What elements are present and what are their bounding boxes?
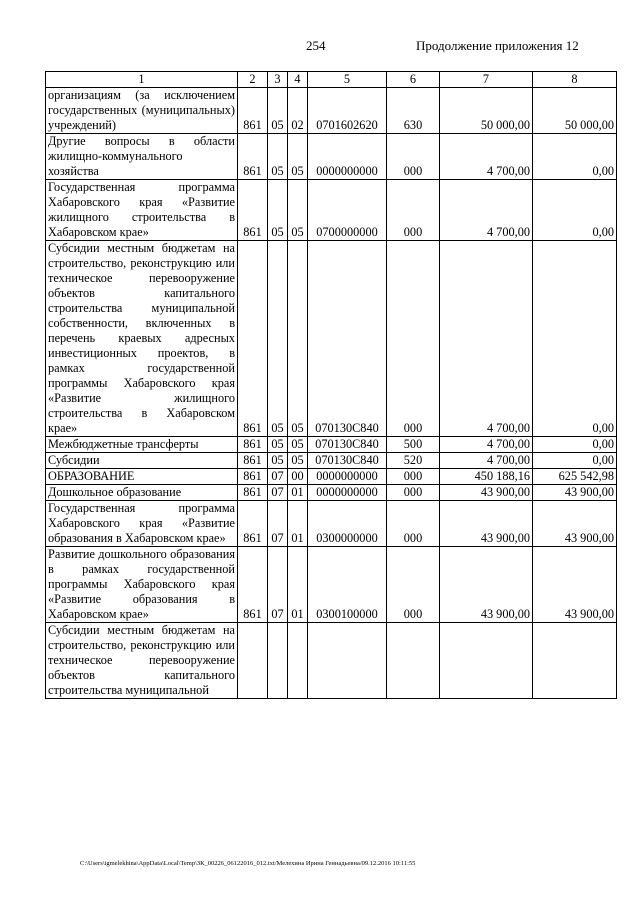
- row-value-cell: 450 188,16: [440, 469, 533, 485]
- row-value-cell: 43 900,00: [533, 547, 617, 623]
- row-value-cell: 4 700,00: [440, 241, 533, 437]
- row-value-cell: [308, 623, 387, 699]
- row-value-cell: 520: [387, 453, 440, 469]
- row-value-cell: 000: [387, 134, 440, 180]
- row-value-cell: 861: [238, 134, 268, 180]
- column-header-5: 5: [308, 72, 387, 88]
- column-header-1: 1: [46, 72, 238, 88]
- row-value-cell: 50 000,00: [533, 88, 617, 134]
- row-value-cell: 0,00: [533, 241, 617, 437]
- row-value-cell: 0000000000: [308, 469, 387, 485]
- row-value-cell: 07: [268, 547, 288, 623]
- row-value-cell: 43 900,00: [440, 501, 533, 547]
- row-value-cell: 05: [288, 453, 308, 469]
- row-value-cell: 000: [387, 469, 440, 485]
- table-row: [46, 437, 617, 453]
- table-row: [46, 623, 617, 699]
- row-value-cell: 05: [268, 241, 288, 437]
- row-name-cell: Другие вопросы в области жилищно-коммунального хозяйства: [46, 134, 238, 180]
- row-value-cell: 43 900,00: [440, 547, 533, 623]
- row-value-cell: 861: [238, 180, 268, 241]
- row-value-cell: 0,00: [533, 180, 617, 241]
- row-value-cell: 05: [268, 88, 288, 134]
- row-value-cell: 43 900,00: [533, 485, 617, 501]
- row-value-cell: 070130С840: [308, 241, 387, 437]
- table-row: [46, 469, 617, 485]
- row-name-cell: Дошкольное образование: [46, 485, 238, 501]
- table-row: [46, 180, 617, 241]
- row-value-cell: 000: [387, 501, 440, 547]
- table-row: [46, 88, 617, 134]
- row-value-cell: 4 700,00: [440, 453, 533, 469]
- column-header-2: 2: [238, 72, 268, 88]
- row-value-cell: 500: [387, 437, 440, 453]
- row-value-cell: 861: [238, 241, 268, 437]
- row-value-cell: 0701602620: [308, 88, 387, 134]
- continuation-label: Продолжение приложения 12: [416, 38, 579, 53]
- row-value-cell: 0300100000: [308, 547, 387, 623]
- table-row: [46, 485, 617, 501]
- row-value-cell: [288, 623, 308, 699]
- row-value-cell: 05: [268, 180, 288, 241]
- row-name-cell: Субсидии местным бюджетам на строительство, реконструкцию или техническое перевооружение объектов капитального строительства муниципальной собственности, включенных в перечень краевых адресных инвестиционных проектов, в рамках государственной программы Хабаровского края «Развитие жилищного строительства в Хабаровском крае»: [46, 241, 238, 437]
- row-name-cell: Субсидии местным бюджетам на строительство, реконструкцию или техническое перевооружение объектов капитального строительства муниципальной: [46, 623, 238, 699]
- table-row: [46, 547, 617, 623]
- row-value-cell: 0000000000: [308, 485, 387, 501]
- row-value-cell: 861: [238, 485, 268, 501]
- row-value-cell: 625 542,98: [533, 469, 617, 485]
- row-value-cell: [238, 623, 268, 699]
- row-value-cell: 01: [288, 485, 308, 501]
- row-value-cell: [387, 623, 440, 699]
- row-value-cell: 05: [288, 241, 308, 437]
- row-value-cell: 4 700,00: [440, 180, 533, 241]
- row-value-cell: 000: [387, 547, 440, 623]
- row-value-cell: [533, 623, 617, 699]
- row-value-cell: 000: [387, 241, 440, 437]
- row-value-cell: 000: [387, 485, 440, 501]
- row-value-cell: 01: [288, 501, 308, 547]
- row-value-cell: 861: [238, 88, 268, 134]
- row-value-cell: 07: [268, 485, 288, 501]
- row-value-cell: 07: [268, 469, 288, 485]
- table-row: [46, 501, 617, 547]
- row-name-cell: организациям (за исключением государственных (муниципальных) учреждений): [46, 88, 238, 134]
- row-value-cell: [268, 623, 288, 699]
- row-value-cell: 0,00: [533, 134, 617, 180]
- row-value-cell: 02: [288, 88, 308, 134]
- row-value-cell: [440, 623, 533, 699]
- row-name-cell: Государственная программа Хабаровского края «Развитие жилищного строительства в Хабаровском крае»: [46, 180, 238, 241]
- row-value-cell: 4 700,00: [440, 437, 533, 453]
- row-value-cell: 0300000000: [308, 501, 387, 547]
- table-row: [46, 453, 617, 469]
- row-name-cell: Субсидии: [46, 453, 238, 469]
- row-name-cell: Государственная программа Хабаровского края «Развитие образования в Хабаровском крае»: [46, 501, 238, 547]
- row-value-cell: 4 700,00: [440, 134, 533, 180]
- row-value-cell: 05: [288, 134, 308, 180]
- row-value-cell: 000: [387, 180, 440, 241]
- column-header-4: 4: [288, 72, 308, 88]
- row-value-cell: 0,00: [533, 453, 617, 469]
- row-value-cell: 05: [268, 453, 288, 469]
- row-value-cell: 05: [288, 180, 308, 241]
- row-value-cell: 01: [288, 547, 308, 623]
- row-value-cell: 070130С840: [308, 453, 387, 469]
- column-header-7: 7: [440, 72, 533, 88]
- row-value-cell: 05: [268, 437, 288, 453]
- row-value-cell: 07: [268, 501, 288, 547]
- row-value-cell: 43 900,00: [440, 485, 533, 501]
- row-value-cell: 43 900,00: [533, 501, 617, 547]
- row-value-cell: 861: [238, 437, 268, 453]
- table-row: [46, 241, 617, 437]
- table-row: [46, 134, 617, 180]
- page-number: 254: [306, 38, 326, 53]
- row-value-cell: 861: [238, 469, 268, 485]
- table-header-row: [46, 72, 617, 88]
- row-value-cell: 00: [288, 469, 308, 485]
- row-value-cell: 50 000,00: [440, 88, 533, 134]
- row-name-cell: Межбюджетные трансферты: [46, 437, 238, 453]
- row-value-cell: 0700000000: [308, 180, 387, 241]
- row-name-cell: ОБРАЗОВАНИЕ: [46, 469, 238, 485]
- row-value-cell: 861: [238, 501, 268, 547]
- row-value-cell: 630: [387, 88, 440, 134]
- row-value-cell: 861: [238, 453, 268, 469]
- column-header-6: 6: [387, 72, 440, 88]
- file-path-footer: C:\Users\igmelekhina\AppData\Local\Temp\ЗК_00226_06122016_012.txt/Мелехина Ирина Геннадьевна/09.12.2016 10:11:55: [80, 860, 416, 867]
- row-value-cell: 861: [238, 547, 268, 623]
- row-name-cell: Развитие дошкольного образования в рамках государственной программы Хабаровского края «Развитие образования в Хабаровском крае»: [46, 547, 238, 623]
- budget-table: [45, 71, 617, 699]
- row-value-cell: 070130С840: [308, 437, 387, 453]
- row-value-cell: 05: [288, 437, 308, 453]
- column-header-3: 3: [268, 72, 288, 88]
- column-header-8: 8: [533, 72, 617, 88]
- row-value-cell: 05: [268, 134, 288, 180]
- row-value-cell: 0000000000: [308, 134, 387, 180]
- row-value-cell: 0,00: [533, 437, 617, 453]
